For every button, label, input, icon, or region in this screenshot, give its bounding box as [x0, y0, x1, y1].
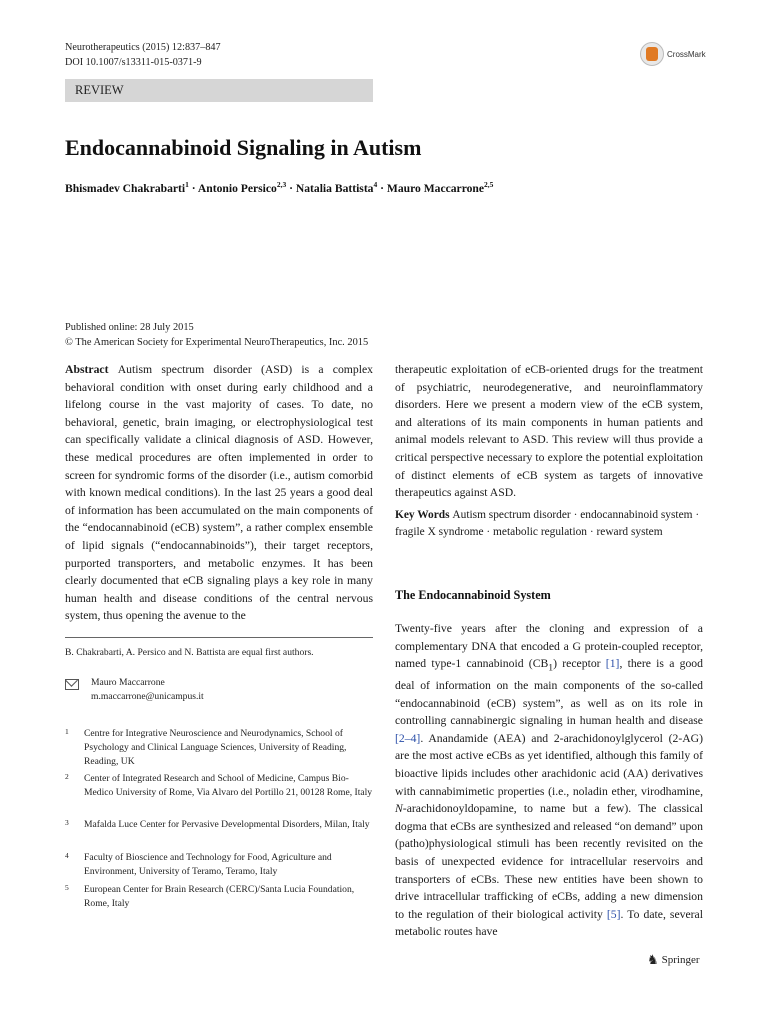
article-type-banner: REVIEW — [65, 79, 373, 102]
affiliation — [65, 727, 373, 770]
affiliation-text: Center of Integrated Research and School of Medicine, Campus Bio-Medico University of Rome, Via Alvaro del Portillo 21, 00128 Rome, Italy — [84, 773, 373, 799]
section-heading: The Endocannabinoid System — [395, 588, 551, 602]
abstract-label: Abstract — [65, 363, 109, 376]
affiliation — [65, 883, 373, 911]
abstract-right-column — [395, 361, 703, 502]
crossmark-badge[interactable] — [640, 40, 710, 68]
corresponding-email[interactable]: m.maccarrone@unicampus.it — [91, 691, 204, 703]
corresponding-name: Mauro Maccarrone — [91, 677, 165, 688]
article-title: Endocannabinoid Signaling in Autism — [65, 135, 422, 160]
abstract-left-column — [65, 361, 373, 625]
corresponding-author — [65, 676, 204, 704]
section-body: Twenty-five years after the cloning and expression of a complementary DNA that encoded a G protein-coupled receptor, named type-1 cannabinoid $(CB_1)$ receptor [1], there is a good deal of information on the main components of the so-called “endocannabinoid (eCB) system”, as well as on its role in controlling cannabinergic signaling in human health and disease [2–4]. Anandamide (AEA) and 2-arachidonoylglycerol (2-AG) are the most active eCBs as yet identified, although this family of bioactive lipids includes other arachidonic acid (AA) derivatives with cannabimimetic properties (i.e., noladin ether, virodhamine, N-arachidonoyldopamine, to name but a few). The classical dogma that eCBs are synthesized and released “on demand” upon (patho)physiological stimuli has been recently revisited on the basis of unexpected evidence for intracellular reservoirs and transporters of eCBs. These new entities have been shown to drive intracellular trafficking of eCBs, adding a new dimension to the regulation of their biological activity [5]. To date, several metabolic routes have — [395, 622, 703, 939]
abstract-text-continued: therapeutic exploitation of eCB-oriented drugs for the treatment of psychiatric, neurodegenerative, and neuroinflammatory disorders. Here we present a modern view of the eCB system, and alterations of its main components in human patients and animal models relevant to ASD. This review will thus provide a critical perspective necessary to explore the potential exploitation of distinct elements of eCB system as targets of innovative therapeutics against ASD. — [395, 363, 703, 500]
envelope-icon — [65, 679, 79, 690]
copyright-line: © The American Society for Experimental NeuroTherapeutics, Inc. 2015 — [65, 337, 369, 348]
affiliation — [65, 818, 373, 832]
doi[interactable]: DOI 10.1007/s13311-015-0371-9 — [65, 57, 202, 68]
publisher-logo — [647, 952, 700, 968]
keywords-label: Key Words — [395, 509, 450, 521]
author-list: Bhismadev Chakrabarti$^1$ · Antonio Persico$^{2,3}$ · Natalia Battista$^4$ · Mauro Maccarrone$^{2,5}$ — [65, 180, 494, 195]
affiliation-number: 1 — [65, 727, 69, 736]
author-affiliation-ref: 4 — [373, 180, 378, 189]
publisher-name: Springer — [661, 954, 700, 966]
affiliation-number: 2 — [65, 772, 69, 781]
author-affiliation-ref: 2,3 — [276, 180, 287, 189]
citation-link[interactable]: [5] — [606, 907, 621, 921]
citation-link[interactable]: [1] — [605, 657, 620, 671]
published-date: Published online: 28 July 2015 — [65, 322, 194, 333]
affiliation-text: Faculty of Bioscience and Technology for Food, Agriculture and Environment, University of Teramo, Teramo, Italy — [84, 852, 332, 878]
author-name[interactable]: Natalia Battista — [295, 181, 374, 195]
journal-header — [65, 40, 221, 70]
keywords-text: Autism spectrum disorder · endocannabinoid system · fragile X syndrome · metabolic regulation · reward system — [395, 509, 700, 539]
author-affiliation-ref: 2,5 — [484, 180, 494, 189]
crossmark-icon — [640, 42, 664, 66]
author-affiliation-ref: 1 — [185, 180, 189, 189]
affiliation-number: 5 — [65, 883, 69, 892]
citation-link[interactable]: [2–4] — [395, 731, 421, 745]
affiliation-number: 4 — [65, 851, 69, 860]
affiliation-text: Mafalda Luce Center for Pervasive Developmental Disorders, Milan, Italy — [84, 819, 370, 830]
journal-citation: Neurotherapeutics (2015) 12:837–847 — [65, 42, 221, 53]
publication-info — [65, 320, 368, 350]
author-name[interactable]: Mauro Maccarrone — [386, 181, 485, 195]
affiliation-text: Centre for Integrative Neuroscience and Neurodynamics, School of Psychology and Clinical Language Sciences, University of Reading, Reading, UK — [84, 728, 347, 768]
keywords — [395, 507, 703, 542]
equal-contribution-note: B. Chakrabarti, A. Persico and N. Battista are equal first authors. — [65, 647, 314, 658]
author-name[interactable]: Antonio Persico — [197, 181, 277, 195]
crossmark-label: CrossMark — [667, 49, 706, 59]
author-name[interactable]: Bhismadev Chakrabarti — [65, 181, 186, 195]
affiliation — [65, 772, 373, 800]
affiliation-text: European Center for Brain Research (CERC)/Santa Lucia Foundation, Rome, Italy — [84, 884, 355, 910]
footnote-divider — [65, 637, 373, 638]
affiliation-number: 3 — [65, 818, 69, 827]
springer-horse-icon: ♞ — [647, 952, 659, 967]
abstract-text: Autism spectrum disorder (ASD) is a complex behavioral condition with onset during early childhood and a lifelong course in the vast majority of cases. To date, no behavioral, genetic, brain imaging, or electrophysiological test can specifically validate a clinical diagnosis of ASD. However, these medical procedures are often implemented in order to screen for syndromic forms of the disorder (i.e., autism comorbid with known medical conditions). In the last 25 years a good deal of information has been accumulated on the main components of the “endocannabinoid (eCB) system”, a rather complex ensemble of lipid signals (“endocannabinoids”), their target receptors, purported transporters, and metabolic enzymes. It has been clearly documented that eCB signaling plays a key role in many human health and disease conditions of the central nervous system, thus opening the avenue to the — [65, 363, 374, 623]
affiliation — [65, 851, 373, 879]
